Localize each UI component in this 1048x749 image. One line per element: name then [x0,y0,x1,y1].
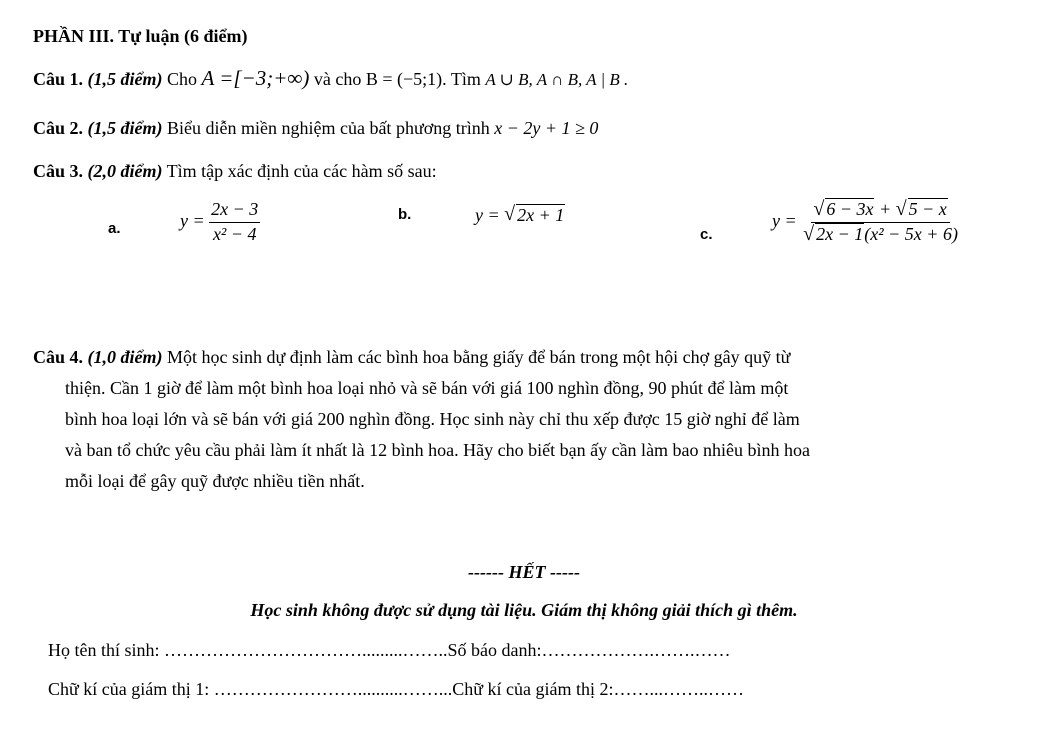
question-1 [33,66,628,91]
q3c-num-radicand-2: 5 − x [908,199,947,219]
q4-points: (1,0 điểm) [87,347,163,367]
q2-text: Biểu diễn miền nghiệm của bất phương trình [162,118,495,138]
q2-points: (1,5 điểm) [87,118,163,138]
q3-label: Câu 3. [33,161,84,181]
q3a-label: a. [108,220,121,237]
q1-set-b: B = (−5;1) [365,69,443,89]
q4-line-2: thiện. Cần 1 giờ để làm một bình hoa loại nhỏ và sẽ bán với giá 100 nghìn đồng, 90 phút để làm một [65,378,789,398]
exam-note: Học sinh không được sử dụng tài liệu. Giám thị không giải thích gì thêm. [250,600,798,620]
q3b-formula [475,205,565,226]
question-3 [33,161,437,182]
q3a-numerator: 2x − 3 [209,200,260,223]
q3a-denominator: x² − 4 [212,223,257,244]
q2-inequality: x − 2y + 1 ≥ 0 [494,118,599,138]
q3c-fraction [801,200,960,245]
q3a-formula [180,200,260,245]
q3c-lhs: y = [772,210,797,231]
q3b-radicand: 2x + 1 [517,205,565,225]
q1-text-c: . Tìm [442,69,486,89]
q3a-fraction [209,200,260,245]
q4-line-4: và ban tổ chức yêu cầu phải làm ít nhất là 12 bình hoa. Hãy cho biết bạn ấy cần làm bao nhiêu bình hoa [65,440,811,460]
q3b-lhs: y = [475,205,500,225]
q4-line-3: bình hoa loại lớn và sẽ bán với giá 200 nghìn đồng. Học sinh này chỉ thu xếp được 15 giờ nghỉ để làm [65,409,800,429]
q1-label: Câu 1. [33,69,84,89]
end-mark: ------ HẾT ----- [468,562,580,582]
q1-points: (1,5 điểm) [87,69,163,89]
q1-ops: A ∪ B, A ∩ B, A | B . [485,70,629,89]
question-4 [33,342,1013,497]
q3c-plus: + [874,199,896,219]
q3-text: Tìm tập xác định của các hàm số sau: [162,161,437,181]
q4-line-5: mỗi loại để gây quỹ được nhiều tiền nhất. [65,471,365,491]
q2-label: Câu 2. [33,118,84,138]
q3c-den-rest: (x² − 5x + 6) [864,223,958,244]
signature-line: Chữ kí của giám thị 1: ……………………..........……...Chữ kí của giám thị 2:……...……..…… [48,679,744,699]
q1-text-a: Cho [162,69,202,89]
q3-points: (2,0 điểm) [87,161,163,181]
q3c-formula [772,200,960,245]
q3c-num-radicand-1: 6 − 3x [826,199,874,219]
q3c-label: c. [700,226,713,243]
q3b-label: b. [398,206,412,223]
q1-set-a: A =[−3;+∞) [201,66,310,90]
section-title: PHẦN III. Tự luận (6 điểm) [33,26,248,46]
q4-label: Câu 4. [33,347,84,367]
q3c-den-radicand: 2x − 1 [816,223,864,244]
student-name-line: Họ tên thí sinh: …………………………….........……..Số báo danh:……………….…….…… [48,640,731,660]
q4-line-1: Một học sinh dự định làm các bình hoa bằng giấy để bán trong một hội chợ gây quỹ từ [162,347,791,367]
q3b-sqrt [504,205,565,226]
q3a-lhs: y = [180,210,205,231]
q1-text-b: và cho [309,69,366,89]
q3c-numerator [811,200,949,223]
q3c-denominator [801,223,960,245]
question-2 [33,118,598,139]
